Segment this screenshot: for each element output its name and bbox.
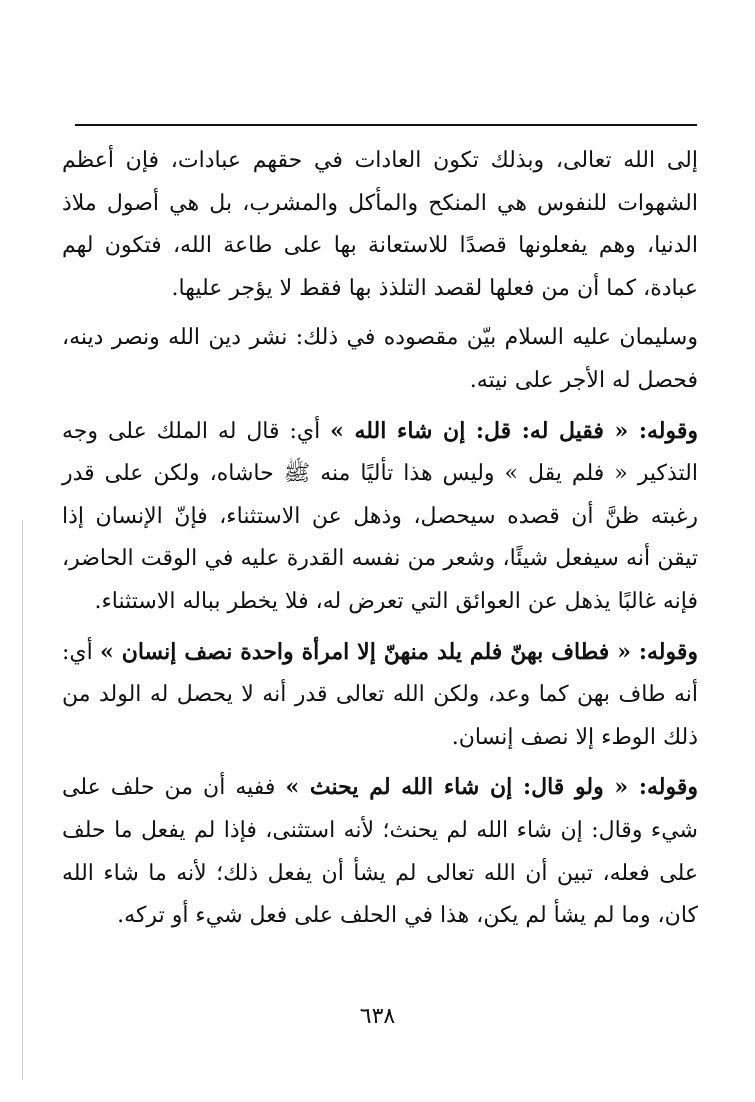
header-rule	[75, 124, 697, 126]
paragraph-3-text: أي: قال له الملك على وجه التذكير « فلم يقل » وليس هذا تأليًا منه ﷺ حاشاه، ولكن على قدر رغبته ظنَّ أن قصده سيحصل، وذهل عن الاستثناء، فإنّ الإنسان إذا تيقن أنه سيفعل شيئًا، وشعر من نفسه القدرة عليه في الوقت الحاضر، فإنه غالبًا يذهل عن العوائق التي تعرض له، فلا يخطر بباله الاستثناء.	[62, 418, 698, 614]
paragraph-5	[62, 766, 698, 937]
body-text	[62, 140, 698, 938]
paragraph-5-text: ففيه أن من حلف على شيء وقال: إن شاء الله لم يحنث؛ لأنه استثنى، فإذا لم يفعل ما حلف على فعله، تبين أن الله تعالى لم يشأ أن يفعل ذلك؛ لأنه ما شاء الله كان، وما لم يشأ لم يكن، هذا في الحلف على فعل شيء أو تركه.	[62, 775, 698, 929]
paragraph-4-text: أي: أنه طاف بهن كما وعد، ولكن الله تعالى قدر أنه لا يحصل له الولد من ذلك الوطء إلا نصف إنسان.	[62, 639, 698, 750]
paragraph-5-quote: وقوله: « ولو قال: إن شاء الله لم يحنث »	[285, 774, 698, 801]
scan-edge-line	[22, 520, 23, 1080]
paragraph-2-text: وسليمان عليه السلام بيّن مقصوده في ذلك: نشر دين الله ونصر دينه، فحصل له الأجر على نيته.	[62, 325, 698, 393]
paragraph-1-text: إلى الله تعالى، وبذلك تكون العادات في حقهم عبادات، فإن أعظم الشهوات للنفوس هي المنكح والمأكل والمشرب، بل هي أصول ملاذ الدنيا، وهم يفعلونها قصدًا للاستعانة بها على طاعة الله، فتكون لهم عبادة، كما أن من فعلها لقصد التلذذ بها فقط لا يؤجر عليها.	[62, 148, 698, 301]
paragraph-2	[62, 317, 698, 402]
paragraph-1	[62, 140, 698, 310]
page-number: ٦٣٨	[359, 1004, 396, 1029]
paragraph-3-quote: وقوله: « فقيل له: قل: إن شاء الله »	[330, 417, 699, 444]
paragraph-4-quote: وقوله: « فطاف بهنّ فلم يلد منهنّ إلا امرأة واحدة نصف إنسان »	[100, 638, 698, 665]
paragraph-4	[62, 631, 698, 760]
paragraph-3	[62, 410, 698, 624]
